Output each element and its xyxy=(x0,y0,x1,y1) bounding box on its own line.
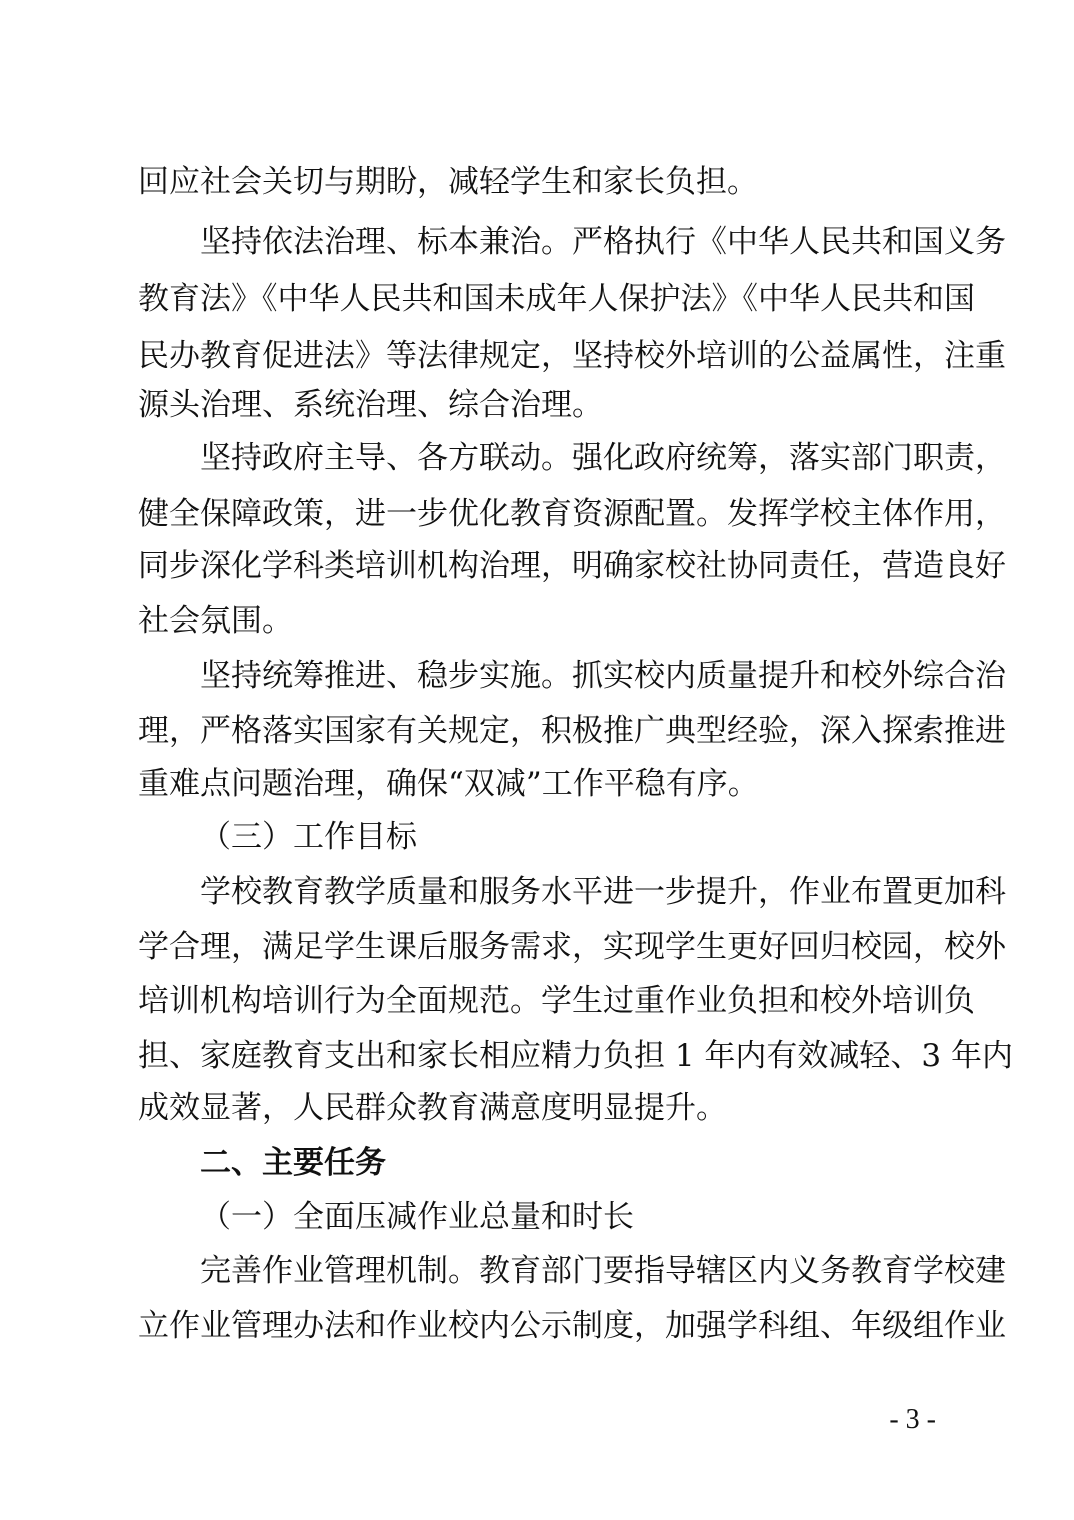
text-line: 立作业管理办法和作业校内公示制度，加强学科组、年级组作业 xyxy=(138,1308,1006,1344)
text-line: 同步深化学科类培训机构治理，明确家校社协同责任，营造良好 xyxy=(138,548,1006,584)
section-heading: 二、主要任务 xyxy=(200,1145,386,1181)
text-line: 成效显著，人民群众教育满意度明显提升。 xyxy=(138,1090,727,1126)
text-line: 坚持统筹推进、稳步实施。抓实校内质量提升和校外综合治 xyxy=(200,658,1006,694)
text-line: 回应社会关切与期盼，减轻学生和家长负担。 xyxy=(138,164,758,200)
text-line: 培训机构培训行为全面规范。学生过重作业负担和校外培训负 xyxy=(138,983,975,1019)
text-line: 重难点问题治理，确保“双减”工作平稳有序。 xyxy=(138,766,759,802)
section-subheading: （三）工作目标 xyxy=(200,819,417,855)
text-line: 健全保障政策，进一步优化教育资源配置。发挥学校主体作用， xyxy=(138,496,1006,532)
text-line: 民办教育促进法》等法律规定，坚持校外培训的公益属性，注重 xyxy=(138,338,1006,374)
section-subheading: （一）全面压减作业总量和时长 xyxy=(200,1199,634,1235)
text-line: 教育法》《中华人民共和国未成年人保护法》《中华人民共和国 xyxy=(138,281,975,317)
text-line: 学合理，满足学生课后服务需求，实现学生更好回归校园，校外 xyxy=(138,929,1006,965)
text-line: 源头治理、系统治理、综合治理。 xyxy=(138,387,603,423)
text-line: 完善作业管理机制。教育部门要指导辖区内义务教育学校建 xyxy=(200,1253,1006,1289)
text-line: 学校教育教学质量和服务水平进一步提升，作业布置更加科 xyxy=(200,874,1006,910)
text-line: 坚持政府主导、各方联动。强化政府统筹，落实部门职责， xyxy=(200,440,1006,476)
text-line: 坚持依法治理、标本兼治。严格执行《中华人民共和国义务 xyxy=(200,224,1006,260)
text-line: 担、家庭教育支出和家长相应精力负担 1 年内有效减轻、3 年内 xyxy=(138,1038,1014,1074)
page-number: - 3 - xyxy=(889,1404,936,1435)
text-line: 理，严格落实国家有关规定，积极推广典型经验，深入探索推进 xyxy=(138,713,1006,749)
text-line: 社会氛围。 xyxy=(138,603,293,639)
